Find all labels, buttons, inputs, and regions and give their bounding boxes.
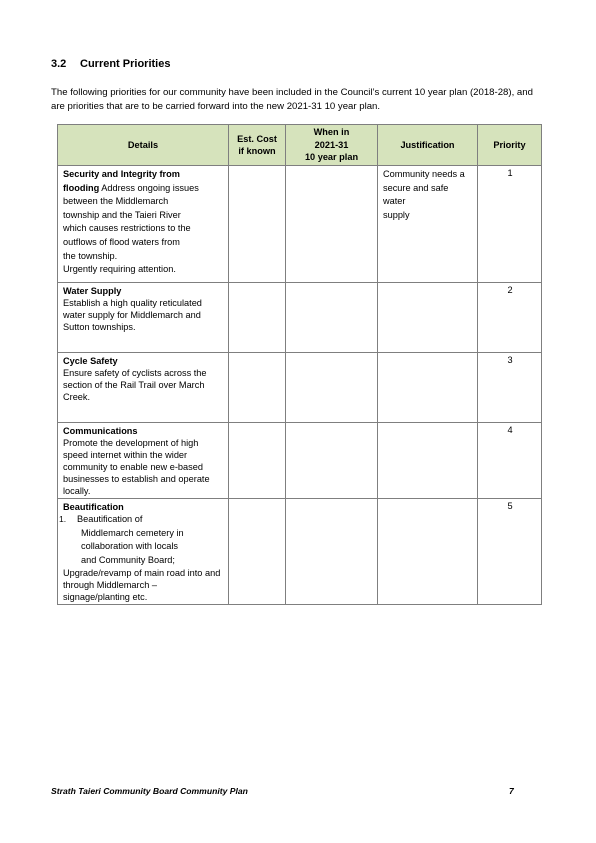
row-text: Upgrade/revamp of main road into and through Middlemarch – signage/planting etc.: [63, 568, 221, 603]
row-title-line2: flooding: [63, 182, 100, 193]
details-cell: [58, 166, 229, 283]
row-title: Communications: [63, 426, 138, 436]
row-text-line-0: Address ongoing issues: [99, 182, 199, 193]
row-text-line-2: township and the Taieri River: [63, 209, 181, 220]
justification-cell: [378, 499, 478, 605]
when-cell: [286, 353, 378, 423]
when-cell: [286, 166, 378, 283]
when-cell: [286, 283, 378, 353]
table-row: [58, 283, 542, 353]
table-row: [58, 423, 542, 499]
row-title: Cycle Safety: [63, 356, 118, 366]
justification-cell: [378, 423, 478, 499]
justification-line-1: secure and safe water: [383, 182, 449, 207]
item-line-1: Middlemarch cemetery in: [81, 527, 184, 538]
footer-page-number: 7: [509, 786, 514, 796]
header-cost-line2: if known: [238, 146, 276, 156]
table-row: [58, 353, 542, 423]
table-row: [58, 499, 542, 605]
header-details: Details: [58, 125, 229, 166]
item-line-0: Beautification of: [77, 514, 143, 524]
table-row: [58, 166, 542, 283]
row-title: Water Supply: [63, 286, 122, 296]
details-cell: [58, 423, 229, 499]
justification-cell: [378, 283, 478, 353]
header-priority: Priority: [478, 125, 542, 166]
intro-paragraph: The following priorities for our community have been included in the Council’s current 10 year plan (2018-28), and are priorities that are to be carried forward into the new 2021-31 10 year plan.: [51, 87, 533, 112]
details-cell: [58, 283, 229, 353]
header-when-line1: When in: [313, 127, 350, 138]
row-text: Establish a high quality reticulated water supply for Middlemarch and Sutton townships.: [63, 298, 202, 332]
section-title: Current Priorities: [80, 58, 171, 70]
footer-document-title: Strath Taieri Community Board Community Plan: [51, 786, 248, 796]
row-text-line-3: which causes restrictions to the: [63, 223, 191, 234]
header-when-line2: 2021-31: [314, 139, 349, 150]
priority-cell: 4: [478, 423, 542, 499]
est-cost-cell: [229, 499, 286, 605]
section-number: 3.2: [51, 58, 67, 70]
header-when-line3: 10 year plan: [304, 152, 359, 163]
item-line-3: and Community Board;: [81, 554, 175, 565]
row-text-line-5: the township.: [63, 250, 118, 261]
item-first-line: [59, 513, 224, 527]
priority-cell: 3: [478, 353, 542, 423]
est-cost-cell: [229, 353, 286, 423]
details-cell: [58, 353, 229, 423]
priority-cell: 5: [478, 499, 542, 605]
details-cell: [58, 499, 229, 605]
row-text-line-4: outflows of flood waters from: [63, 236, 180, 247]
item-number: 1.: [59, 514, 67, 524]
priorities-table: [57, 124, 542, 605]
priority-cell: 1: [478, 166, 542, 283]
numbered-item: [59, 513, 224, 567]
row-text-line: [63, 182, 224, 196]
row-text: Promote the development of high speed internet within the wider community to enable new e-based businesses to establish and operate locally.: [63, 438, 210, 496]
est-cost-cell: [229, 166, 286, 283]
row-text: Ensure safety of cyclists across the section of the Rail Trail over March Creek.: [63, 368, 207, 402]
header-when: [286, 125, 378, 166]
section-heading: [51, 58, 170, 70]
row-title-line1: Security and Integrity from: [63, 169, 180, 179]
header-cost-line1: Est. Cost: [237, 133, 277, 144]
header-justification: Justification: [378, 125, 478, 166]
justification-line-2: supply: [383, 209, 410, 220]
justification-cell: [378, 166, 478, 283]
when-cell: [286, 499, 378, 605]
header-est-cost: [229, 125, 286, 166]
table-header-row: [58, 125, 542, 166]
justification-cell: [378, 353, 478, 423]
item-line-2: collaboration with locals: [81, 541, 179, 552]
priority-cell: 2: [478, 283, 542, 353]
est-cost-cell: [229, 283, 286, 353]
when-cell: [286, 423, 378, 499]
row-title: Beautification: [63, 502, 124, 512]
row-text-line-1: between the Middlemarch: [63, 196, 169, 207]
justification-line-0: Community needs a: [383, 169, 465, 179]
est-cost-cell: [229, 423, 286, 499]
row-text-line-6: Urgently requiring attention.: [63, 264, 176, 275]
